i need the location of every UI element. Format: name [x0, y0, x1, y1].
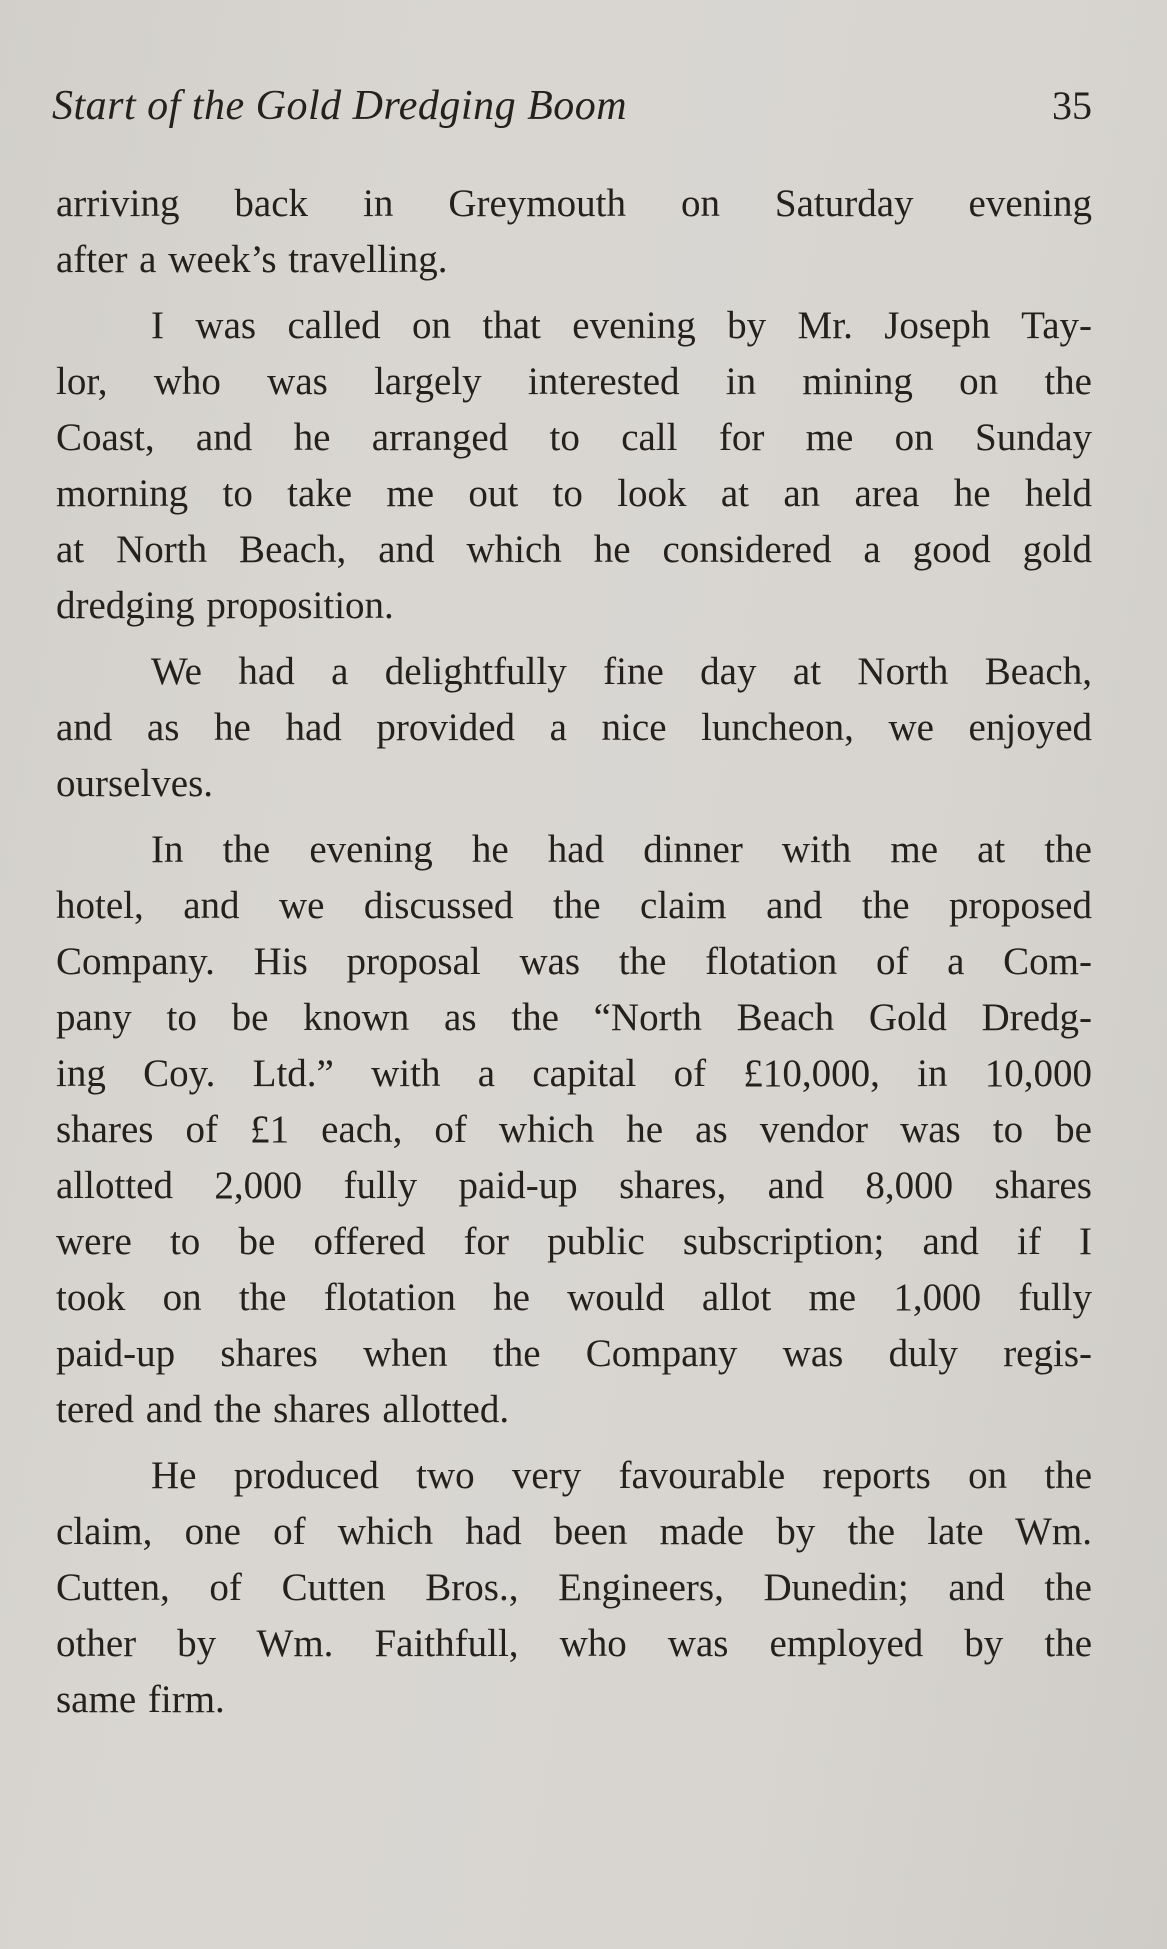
text-line: arriving back in Greymouth on Saturday evening: [56, 182, 1092, 225]
text-line: same firm.: [56, 1678, 225, 1721]
text-line: dredging proposition.: [56, 584, 394, 627]
text-line: He produced two very favourable reports on the: [151, 1454, 1092, 1497]
text-line: allotted 2,000 fully paid-up shares, and 8,000 shares: [56, 1164, 1092, 1207]
body-text: [56, 176, 1092, 1738]
text-line: took on the flotation he would allot me 1,000 fully: [56, 1276, 1092, 1319]
paragraph-2: [56, 298, 1092, 634]
text-line: lor, who was largely interested in mining on the: [56, 360, 1092, 403]
text-line: after a week’s travelling.: [56, 238, 448, 281]
text-line: at North Beach, and which he considered a good gold: [56, 528, 1092, 571]
text-line: tered and the shares allotted.: [56, 1388, 510, 1431]
page-number: 35: [1052, 83, 1092, 128]
text-line: I was called on that evening by Mr. Joseph Tay-: [151, 304, 1092, 347]
text-line: shares of £1 each, of which he as vendor was to be: [56, 1108, 1092, 1151]
text-line: We had a delightfully fine day at North Beach,: [151, 650, 1092, 693]
paragraph-1: [56, 176, 1092, 288]
text-line: were to be offered for public subscription; and if I: [56, 1220, 1092, 1263]
text-line: pany to be known as the “North Beach Gold Dredg-: [56, 996, 1092, 1039]
paragraph-3: [56, 644, 1092, 812]
text-line: Cutten, of Cutten Bros., Engineers, Dunedin; and the: [56, 1566, 1092, 1609]
text-line: claim, one of which had been made by the late Wm.: [56, 1510, 1092, 1553]
text-line: Coast, and he arranged to call for me on Sunday: [56, 416, 1092, 459]
paragraph-4: [56, 822, 1092, 1438]
text-line: Company. His proposal was the flotation of a Com-: [56, 940, 1092, 983]
text-line: other by Wm. Faithfull, who was employed by the: [56, 1622, 1092, 1665]
text-line: paid-up shares when the Company was duly regis-: [56, 1332, 1092, 1375]
running-title: Start of the Gold Dredging Boom: [52, 83, 628, 129]
running-head: [52, 82, 1092, 138]
text-line: and as he had provided a nice luncheon, we enjoyed: [56, 706, 1092, 749]
text-line: In the evening he had dinner with me at the: [151, 828, 1092, 871]
text-line: ourselves.: [56, 762, 214, 805]
text-line: hotel, and we discussed the claim and the proposed: [56, 884, 1092, 927]
text-line: ing Coy. Ltd.” with a capital of £10,000, in 10,000: [56, 1052, 1092, 1095]
text-line: morning to take me out to look at an area he held: [56, 472, 1092, 515]
paragraph-5: [56, 1448, 1092, 1728]
